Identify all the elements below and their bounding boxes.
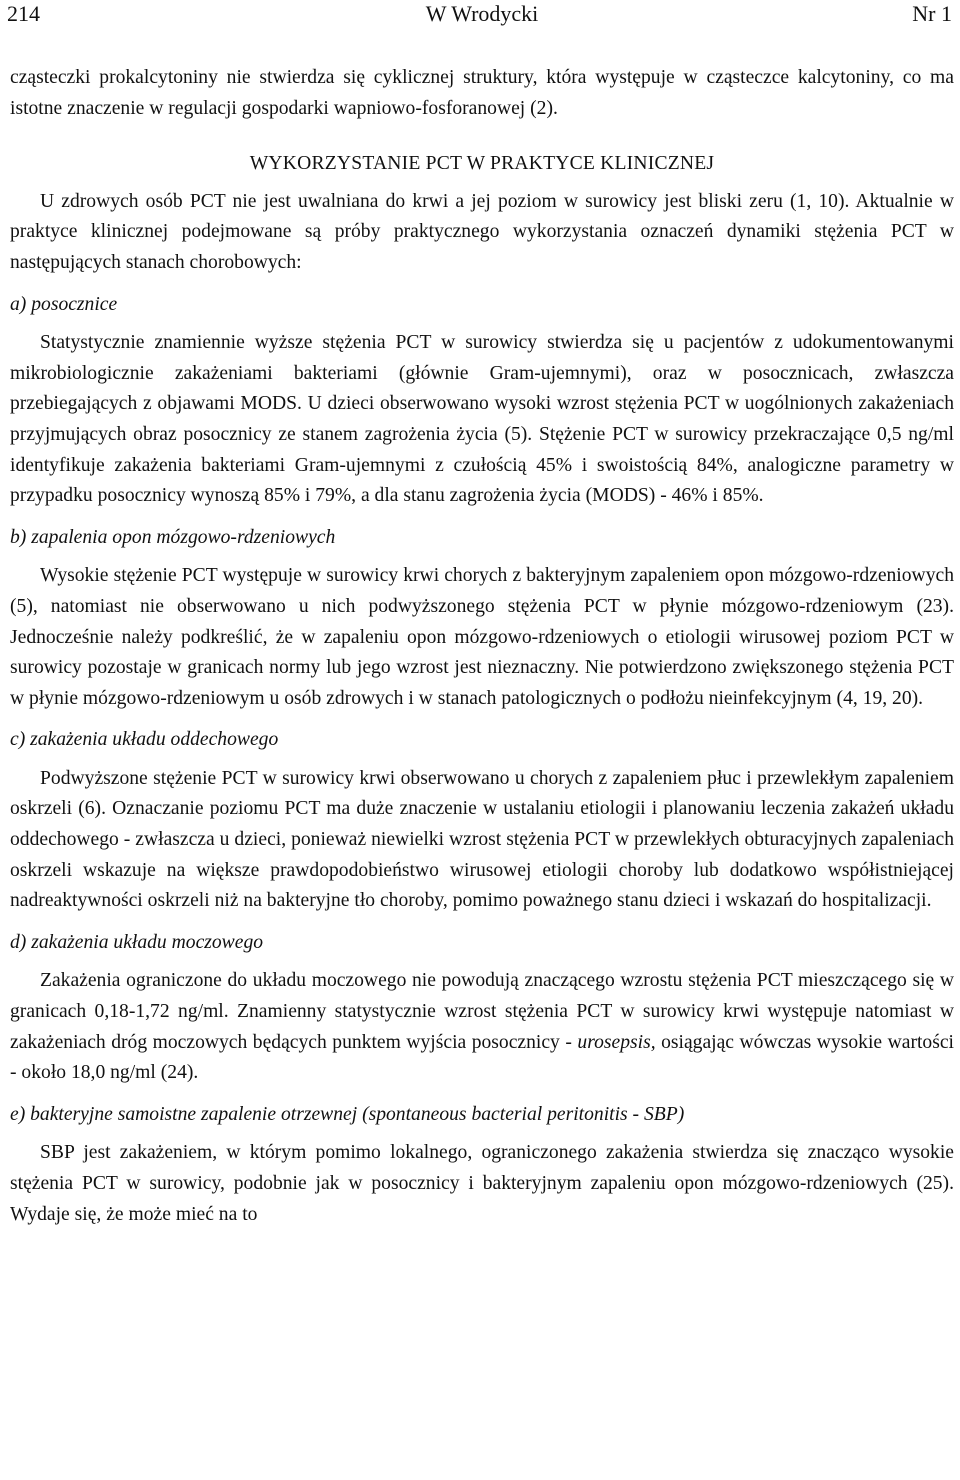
issue-number: Nr 1 <box>912 1 952 26</box>
subsection-title-meningitis: b) zapalenia opon mózgowo-rdzeniowych <box>10 526 336 548</box>
subsection-paragraph-sepsis: Statystycznie znamiennie wyższe stężenia PCT w surowicy stwierdza się u pacjentów z udokumentowanymi mikrobiologicznie zakażeniami bakteriami (głównie Gram-ujemnymi), oraz w posocznicach, zwłaszcza przebiegających z objawami MODS. U dzieci obserwowano wysoki wzrost stężenia PCT w uogólnionych zakażeniach przyjmujących obraz posocznicy ze stanem zagrożenia życia (5). Stężenie PCT w surowicy przekraczające 0,5 ng/ml identyfikuje zakażenia bakteriami Gram-ujemnymi z czułością 45% i swoistością 84%, analogiczne parametry w przypadku posocznicy wynoszą 85% i 79%, a dla stanu zagrożenia życia (MODS) - 46% i 85%. <box>10 332 954 507</box>
subsection-paragraph-urinary <box>10 966 954 1088</box>
subsection-paragraph-respiratory: Podwyższone stężenie PCT w surowicy krwi obserwowano u chorych z zapaleniem płuc i przewlekłym zapaleniem oskrzeli (6). Oznaczanie poziomu PCT ma duże znaczenie w ustalaniu etiologii i planowaniu leczenia zakażeń układu oddechowego - zwłaszcza u dzieci, ponieważ niewielki wzrost stężenia PCT w przewlekłych obturacyjnych zapaleniach oskrzeli wskazuje na większe prawdopodobieństwo wirusowej etiologii choroby lub dodatkowo współistniejącej nadreaktywności oskrzeli niż na bakteryjne tło choroby, pomimo poważnego stanu dzieci i wskazań do hospitalizacji. <box>10 767 954 912</box>
subsection-title-sepsis: a) posocznice <box>10 293 118 315</box>
subsection-paragraph-meningitis: Wysokie stężenie PCT występuje w surowicy krwi chorych z bakteryjnym zapaleniem opon mózgowo-rdzeniowych (5), natomiast nie obserwowano u nich podwyższonego stężenia PCT w płynie mózgowo-rdzeniowym (23). Jednocześnie należy podkreślić, że w zapaleniu opon mózgowo-rdzeniowych o etiologii wirusowej poziom PCT w surowicy pozostaje w granicach normy lub jego wzrost jest nieznaczny. Nie potwierdzono zwiększonego stężenia PCT w płynie mózgowo-rdzeniowym u osób zdrowych i w stanach patologicznych o podłożu nieinfekcyjnym (4, 19, 20). <box>10 565 954 709</box>
urosepsis-term: urosepsis, <box>577 1031 656 1053</box>
urinary-text-after: osiągając wówczas wysokie wartości - około 18,0 ng/ml (24). <box>10 1031 954 1084</box>
intro-paragraph: cząsteczki prokalcytoniny nie stwierdza się cyklicznej struktury, która występuje w cząsteczce kalcytoniny, co ma istotne znaczenie w regulacji gospodarki wapniowo-fosforanowej (2). <box>10 67 954 119</box>
section-heading: WYKORZYSTANIE PCT W PRAKTYCE KLINICZNEJ <box>249 153 715 175</box>
running-title: W Wrodycki <box>425 1 539 26</box>
subsection-title-respiratory: c) zakażenia układu oddechowego <box>10 729 279 751</box>
subsection-title-peritonitis: e) bakteryjne samoistne zapalenie otrzewnej (spontaneous bacterial peritonitis - SBP) <box>10 1103 685 1125</box>
subsection-paragraph-peritonitis: SBP jest zakażeniem, w którym pomimo lokalnego, ograniczonego zakażenia stwierdza się znacząco wysokie stężenia PCT w surowicy, podobnie jak w posocznicy i bakteryjnym zapaleniu opon mózgowo-rdzeniowych (25). Wydaje się, że może mieć na to <box>10 1142 954 1225</box>
subsection-title-urinary: d) zakażenia układu moczowego <box>10 931 264 953</box>
article-body <box>10 63 954 1230</box>
page-header <box>7 0 954 28</box>
section-paragraph: U zdrowych osób PCT nie jest uwalniana do krwi a jej poziom w surowicy jest bliski zeru (1, 10). Aktualnie w praktyce klinicznej podejmowane są próby praktycznego wykorzystania oznaczeń dynamiki stężenia PCT w następujących stanach chorobowych: <box>10 190 954 273</box>
journal-page <box>7 0 954 1480</box>
page-number: 214 <box>7 1 40 26</box>
urinary-text-before: Zakażenia ograniczone do układu moczowego nie powodują znaczącego wzrostu stężenia PCT mieszczącego się w granicach 0,18-1,72 ng/ml. Znamienny statystycznie wzrost stężenia PCT w surowicy krwi występuje natomiast w zakażeniach dróg moczowych będących punktem wyjścia posocznicy - <box>10 970 954 1053</box>
